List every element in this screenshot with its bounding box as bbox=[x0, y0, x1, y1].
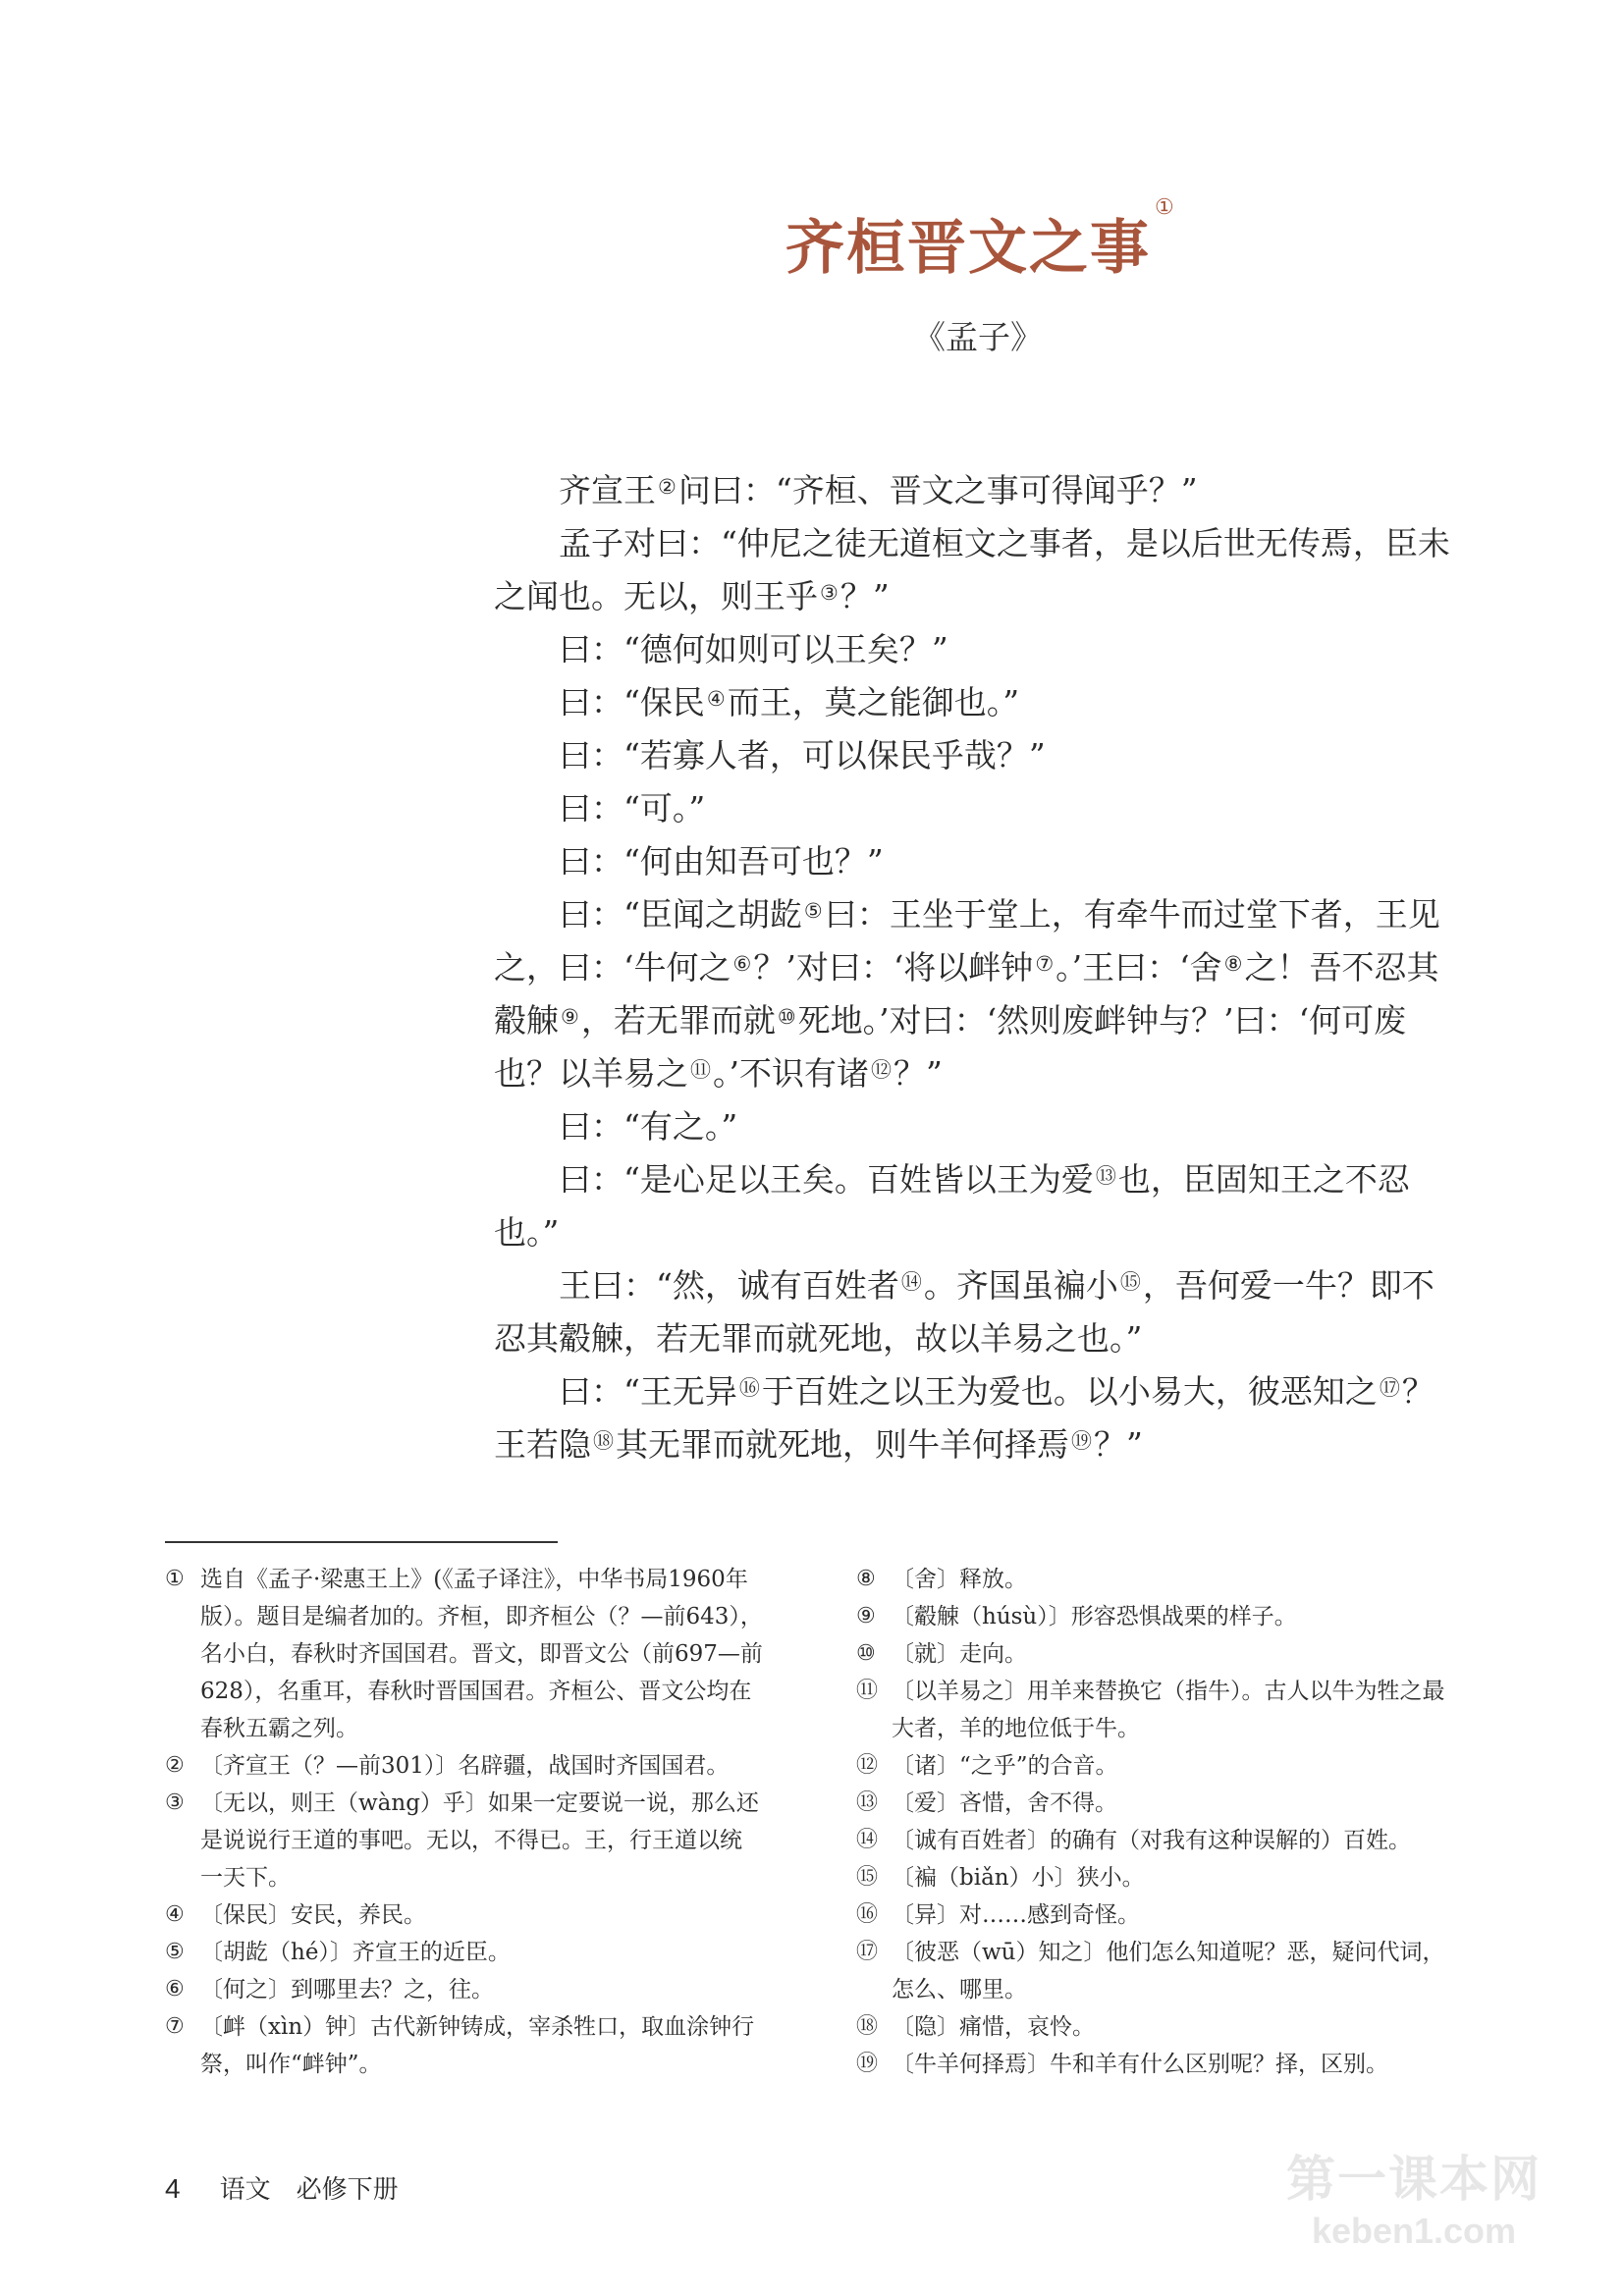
footnotes-right-column bbox=[856, 1561, 1457, 2083]
footnote-divider bbox=[165, 1541, 558, 1543]
paragraph bbox=[494, 464, 1456, 517]
footnote-item bbox=[165, 1934, 764, 1971]
text-segment: 曰：“德何如则可以王矣？” bbox=[559, 630, 948, 668]
book-name: 语文 必修下册 bbox=[219, 2175, 399, 2205]
footnote-text: 〔觳觫（húsù）〕形容恐惧战栗的样子。 bbox=[892, 1604, 1297, 1629]
footnote-number: ⑪ bbox=[856, 1679, 879, 1703]
text-segment: 曰：“若寡人者，可以保民乎哉？” bbox=[559, 736, 1046, 774]
footnote-number: ⑰ bbox=[856, 1940, 879, 1964]
footnote-mark: ⑤ bbox=[803, 899, 823, 923]
footnote-mark: ⑨ bbox=[561, 1005, 579, 1029]
footnote-number: ④ bbox=[165, 1902, 185, 1927]
footnote-text: 〔褊（biǎn）小〕狭小。 bbox=[892, 1865, 1145, 1891]
footnote-number: ② bbox=[165, 1753, 185, 1778]
footnote-text: 〔保民〕安民，养民。 bbox=[200, 1902, 426, 1928]
paragraph bbox=[494, 1100, 1456, 1153]
text-segment: ？’对曰：‘将以衅钟 bbox=[753, 948, 1034, 987]
footnote-item bbox=[856, 1747, 1457, 1785]
page-number: 4 bbox=[165, 2173, 181, 2204]
footnote-number: ⑭ bbox=[856, 1828, 879, 1852]
footnote-item bbox=[856, 1859, 1457, 1896]
text-segment: 于百姓之以王为爱也。以小易大，彼恶知之 bbox=[761, 1372, 1378, 1411]
text-segment: ？” bbox=[893, 1054, 943, 1093]
footnote-text: 〔就〕走向。 bbox=[892, 1641, 1027, 1667]
text-segment: 曰：“可。” bbox=[559, 789, 706, 828]
footnote-text: 〔隐〕痛惜，哀怜。 bbox=[892, 2014, 1095, 2040]
footnote-text: 〔彼恶（wū）知之〕他们怎么知道呢？恶，疑问代词，怎么、哪里。 bbox=[892, 1940, 1445, 2002]
footnote-mark: ⑭ bbox=[900, 1270, 922, 1294]
watermark-line1: 第一课本网 bbox=[1286, 2152, 1542, 2207]
text-segment: 。齐国虽褊小 bbox=[923, 1266, 1118, 1305]
text-segment: 而王，莫之能御也。” bbox=[727, 683, 1020, 721]
footnote-number: ⑲ bbox=[856, 2052, 879, 2076]
footnote-number: ⑩ bbox=[856, 1641, 876, 1666]
footnote-number: ⑦ bbox=[165, 2014, 185, 2039]
text-segment: 之！吾不忍其觳觫 bbox=[494, 948, 1439, 1040]
footnote-item bbox=[165, 1747, 764, 1785]
footnote-text: 〔以羊易之〕用羊来替换它（指牛）。古人以牛为牲之最大者，羊的地位低于牛。 bbox=[892, 1679, 1445, 1741]
text-segment: ？” bbox=[1094, 1425, 1143, 1464]
source-line: 《孟子》 bbox=[913, 318, 1043, 356]
paragraph bbox=[494, 729, 1456, 782]
paragraph bbox=[494, 676, 1456, 729]
footnote-text: 〔齐宣王（？—前301）〕名辟疆，战国时齐国国君。 bbox=[200, 1753, 730, 1779]
text-segment: 也，臣固知王之不忍也。” bbox=[494, 1160, 1410, 1252]
text-segment: ，若无罪而就 bbox=[580, 1001, 776, 1040]
footnote-number: ⑮ bbox=[856, 1865, 879, 1890]
footnote-text: 〔何之〕到哪里去？之，往。 bbox=[200, 1977, 494, 2002]
text-segment: 曰：“臣闻之胡龁 bbox=[559, 895, 802, 934]
footnote-mark: ⑩ bbox=[777, 1005, 796, 1029]
footnote-mark: ⑯ bbox=[738, 1376, 760, 1400]
paragraph bbox=[494, 782, 1456, 835]
footnote-number: ⑥ bbox=[165, 1977, 185, 2002]
footnote-mark: ② bbox=[658, 475, 677, 499]
footnote-mark: ⑥ bbox=[732, 952, 752, 976]
text-segment: 曰：王坐于堂上，有牵牛而过堂下者，王见之，曰：‘牛何之 bbox=[494, 895, 1440, 987]
footnote-mark: ⑬ bbox=[1095, 1164, 1116, 1188]
footnote-item bbox=[856, 1934, 1457, 2008]
page-title: 齐桓晋文之事① bbox=[785, 195, 1176, 283]
footnote-item bbox=[165, 1971, 764, 2008]
footnote-item bbox=[856, 1822, 1457, 1859]
paragraph bbox=[494, 517, 1456, 623]
footnote-number: ① bbox=[165, 1567, 185, 1591]
title-footnote-mark: ① bbox=[1155, 195, 1176, 220]
footnote-number: ⑯ bbox=[856, 1902, 879, 1927]
paragraph bbox=[494, 623, 1456, 676]
text-segment: 孟子对曰：“仲尼之徒无道桓文之事者，是以后世无传焉，臣未之闻也。无以，则王乎 bbox=[494, 524, 1450, 615]
text-segment: 死地。’对曰：‘然则废衅钟与？’曰：‘何可废也？以羊易之 bbox=[494, 1001, 1407, 1093]
footnote-item bbox=[856, 1635, 1457, 1673]
text-segment: 齐宣王 bbox=[559, 471, 656, 509]
footnote-number: ⑫ bbox=[856, 1753, 879, 1778]
footnotes-left-column bbox=[165, 1561, 764, 2083]
footnote-mark: ⑦ bbox=[1035, 952, 1055, 976]
footnote-text: 〔牛羊何择焉〕牛和羊有什么区别呢？择，区别。 bbox=[892, 2052, 1388, 2077]
footnote-number: ⑱ bbox=[856, 2014, 879, 2039]
footnote-number: ⑤ bbox=[165, 1940, 185, 1964]
text-segment: 曰：“有之。” bbox=[559, 1107, 738, 1146]
footnote-text: 〔胡龁（hé）〕齐宣王的近臣。 bbox=[200, 1940, 511, 1965]
footnote-text: 〔诸〕“之乎”的合音。 bbox=[892, 1753, 1118, 1779]
text-segment: 曰：“何由知吾可也？” bbox=[559, 842, 884, 881]
footnote-item bbox=[856, 1896, 1457, 1934]
footnote-item bbox=[856, 1785, 1457, 1822]
footnote-text: 〔无以，则王（wàng）乎〕如果一定要说一说，那么还是说说行王道的事吧。无以，不得已。王，行王道以统一天下。 bbox=[200, 1790, 759, 1891]
text-segment: 问曰：“齐桓、晋文之事可得闻乎？” bbox=[677, 471, 1198, 509]
footnote-number: ③ bbox=[165, 1790, 185, 1815]
paragraph bbox=[494, 888, 1456, 1100]
text-segment: 王曰：“然，诚有百姓者 bbox=[559, 1266, 899, 1305]
paragraph bbox=[494, 835, 1456, 888]
text-segment: 曰：“王无异 bbox=[559, 1372, 737, 1411]
text-segment: 其无罪而就死地，则牛羊何择焉 bbox=[616, 1425, 1069, 1464]
main-text bbox=[494, 464, 1456, 1471]
footnote-item bbox=[856, 2008, 1457, 2046]
footnote-item bbox=[856, 1598, 1457, 1635]
footnote-item bbox=[856, 2046, 1457, 2083]
footnote-text: 〔爱〕吝惜，舍不得。 bbox=[892, 1790, 1117, 1816]
watermark-line2: keben1.com bbox=[1311, 2211, 1517, 2251]
footnote-mark: ⑮ bbox=[1119, 1270, 1141, 1294]
footnote-number: ⑨ bbox=[856, 1604, 876, 1629]
footnote-item bbox=[165, 2008, 764, 2083]
footnote-item bbox=[165, 1785, 764, 1896]
paragraph bbox=[494, 1365, 1456, 1471]
footnote-text: 〔衅（xìn）钟〕古代新钟铸成，宰杀牲口，取血涂钟行祭，叫作“衅钟”。 bbox=[200, 2014, 755, 2077]
text-segment: 。’王曰：‘舍 bbox=[1056, 948, 1222, 987]
text-segment: 。’不识有诸 bbox=[713, 1054, 869, 1093]
footnote-item bbox=[165, 1896, 764, 1934]
text-segment: ？王若隐 bbox=[494, 1372, 1435, 1464]
footnote-mark: ⑲ bbox=[1071, 1429, 1092, 1453]
footnote-mark: ⑫ bbox=[871, 1058, 892, 1082]
text-segment: ，吾何爱一牛？即不忍其觳觫，若无罪而就死地，故以羊易之也。” bbox=[494, 1266, 1435, 1358]
footnote-text: 〔诚有百姓者〕的确有（对我有这种误解的）百姓。 bbox=[892, 1828, 1411, 1853]
watermark bbox=[1286, 2140, 1542, 2252]
footnote-mark: ④ bbox=[706, 687, 726, 711]
text-segment: ？” bbox=[839, 577, 890, 615]
footnote-mark: ③ bbox=[820, 581, 839, 605]
footnote-number: ⑬ bbox=[856, 1790, 879, 1815]
footnote-item bbox=[165, 1561, 764, 1747]
footnote-number: ⑧ bbox=[856, 1567, 876, 1591]
text-segment: 曰：“保民 bbox=[559, 683, 705, 721]
footnote-item bbox=[856, 1561, 1457, 1598]
footnote-mark: ⑰ bbox=[1379, 1376, 1400, 1400]
footnote-mark: ⑪ bbox=[690, 1058, 711, 1082]
page-footer bbox=[165, 2169, 399, 2206]
text-segment: 曰：“是心足以王矣。百姓皆以王为爱 bbox=[559, 1160, 1094, 1199]
footnote-text: 〔异〕对……感到奇怪。 bbox=[892, 1902, 1140, 1928]
footnote-text: 〔舍〕释放。 bbox=[892, 1567, 1027, 1592]
footnote-mark: ⑱ bbox=[593, 1429, 614, 1453]
footnote-mark: ⑧ bbox=[1223, 952, 1243, 976]
paragraph bbox=[494, 1153, 1456, 1259]
footnote-item bbox=[856, 1673, 1457, 1747]
paragraph bbox=[494, 1259, 1456, 1365]
footnote-text: 选自《孟子·梁惠王上》(《孟子译注》，中华书局1960年版）。题目是编者加的。齐桓，即齐桓公（？—前643），名小白，春秋时齐国国君。晋文，即晋文公（前697—前628），名重耳，春秋时晋国国君。齐桓公、晋文公均在春秋五霸之列。 bbox=[200, 1567, 763, 1741]
